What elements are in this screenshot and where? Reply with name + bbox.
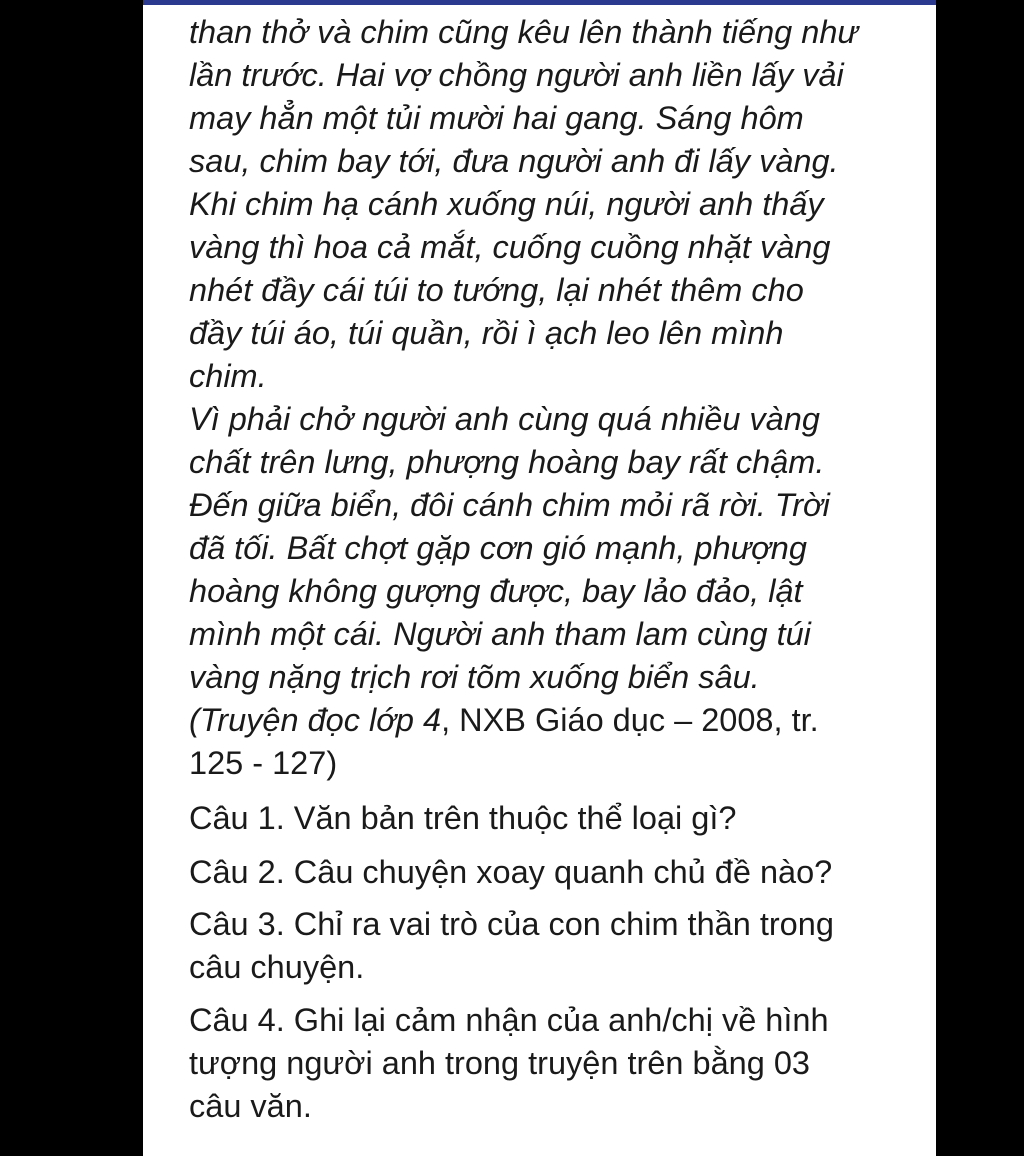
question-2 [189,851,929,894]
text-line: câu chuyện. [189,949,365,985]
text-line: Câu 2. Câu chuyện xoay quanh chủ đề nào? [189,854,833,890]
citation-open-paren: ( [189,702,200,738]
question-1 [189,797,929,840]
text-line: tượng người anh trong truyện trên bằng 03 [189,1045,810,1081]
text-line: sau, chim bay tới, đưa người anh đi lấy vàng. [189,143,839,179]
citation-line-2: 125 - 127) [189,745,338,781]
text-line: Câu 4. Ghi lại cảm nhận của anh/chị về hình [189,1002,829,1038]
text-line: đã tối. Bất chợt gặp cơn gió mạnh, phượng [189,530,807,566]
text-line: mình một cái. Người anh tham lam cùng túi [189,616,811,652]
text-line: Đến giữa biển, đôi cánh chim mỏi rã rời. Trời [189,487,830,523]
story-paragraph-2 [189,398,929,699]
text-line: vàng thì hoa cả mắt, cuống cuồng nhặt vàng [189,229,831,265]
text-line: lần trước. Hai vợ chồng người anh liền lấy vải [189,57,844,93]
text-line: nhét đầy cái túi to tướng, lại nhét thêm cho [189,272,804,308]
citation-book-title: Truyện đọc lớp 4 [199,702,442,738]
text-line: Câu 3. Chỉ ra vai trò của con chim thần trong [189,906,834,942]
text-line: câu văn. [189,1088,312,1124]
question-4 [189,999,929,1128]
source-citation [189,699,929,785]
text-line: Khi chim hạ cánh xuống núi, người anh thấy [189,186,824,222]
top-accent-bar [143,0,936,5]
text-line: Câu 1. Văn bản trên thuộc thể loại gì? [189,800,737,836]
document-page [143,0,936,1156]
text-line: đầy túi áo, túi quần, rồi ì ạch leo lên mình [189,315,784,351]
text-line: vàng nặng trịch rơi tõm xuống biển sâu. [189,659,760,695]
citation-line-1 [189,699,929,742]
text-line: than thở và chim cũng kêu lên thành tiếng như [189,14,859,50]
question-3 [189,903,929,989]
story-paragraph-1 [189,11,929,398]
text-line: Vì phải chở người anh cùng quá nhiều vàng [189,401,820,437]
text-line: chất trên lưng, phượng hoàng bay rất chậm. [189,444,825,480]
citation-publisher: , NXB Giáo dục – 2008, tr. [441,702,819,738]
text-line: hoàng không gượng được, bay lảo đảo, lật [189,573,803,609]
text-line: chim. [189,358,267,394]
text-line: may hẳn một tủi mười hai gang. Sáng hôm [189,100,804,136]
